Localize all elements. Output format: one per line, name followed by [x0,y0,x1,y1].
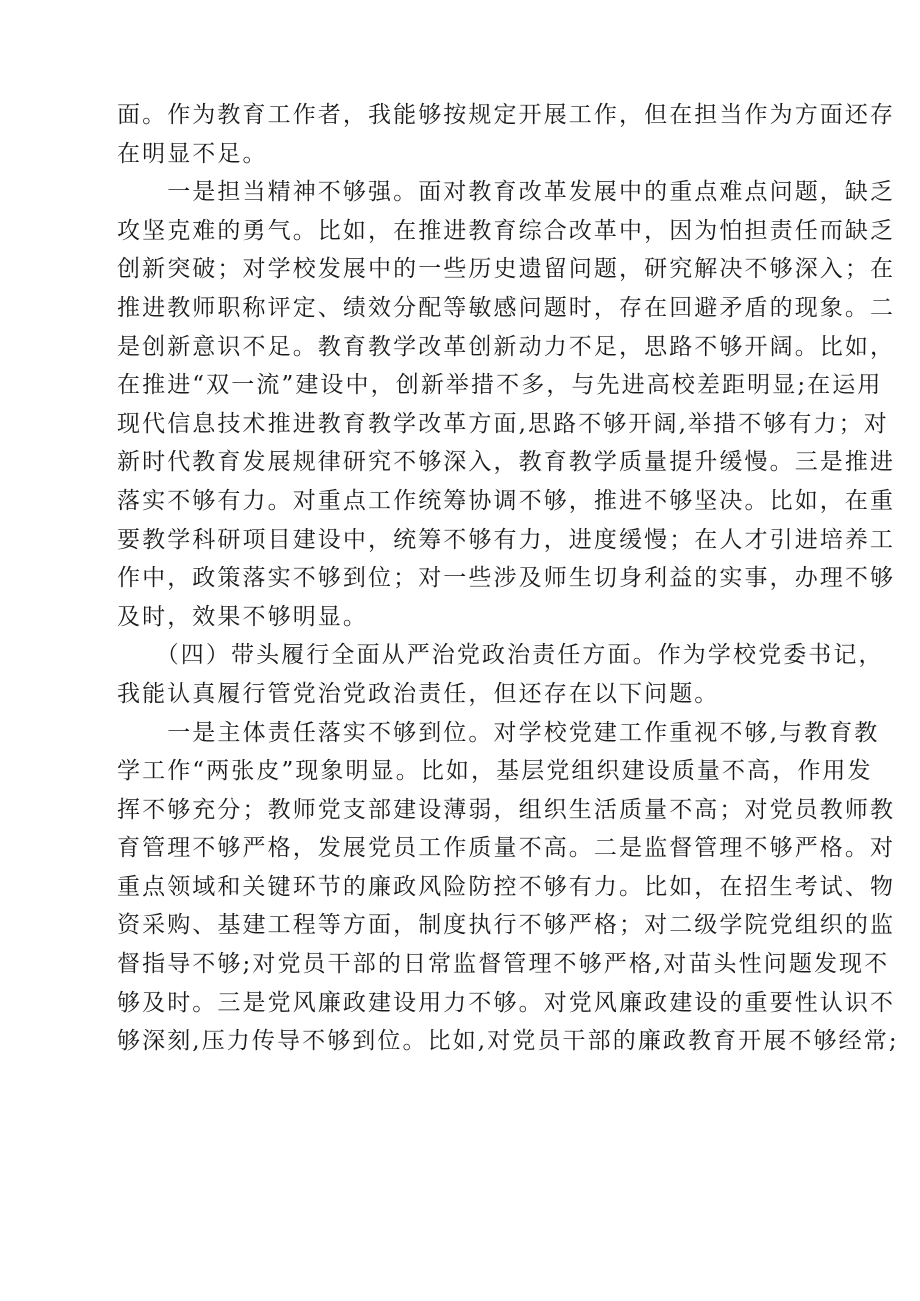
text-line: 督指导不够;对党员干部的日常监督管理不够严格,对苗头性问题发现不 [117,951,890,978]
text-line: 我能认真履行管党治党政治责任，但还存在以下问题。 [117,680,720,707]
paragraph-intro-tail [117,96,896,173]
text-line: 及时，效果不够明显。 [117,603,368,630]
text-line: 育管理不够严格，发展党员工作质量不高。二是监督管理不够严格。对 [117,835,896,862]
text-line: 够深刻,压力传导不够到位。比如,对党员干部的廉政教育开展不够经常; [117,1028,899,1055]
paragraph-responsibility-issues [117,173,896,636]
text-line: 在推进“双一流”建设中，创新举措不多，与先进高校差距明显;在运用 [117,372,883,399]
text-line: 挥不够充分；教师党支部建设薄弱，组织生活质量不高；对党员教师教 [117,796,896,823]
document-body [117,96,899,1061]
text-line: 是创新意识不足。教育教学改革创新动力不足，思路不够开阔。比如， [117,333,896,360]
text-line: 现代信息技术推进教育教学改革方面,思路不够开阔,举措不够有力；对 [117,410,889,437]
text-line: 面。作为教育工作者，我能够按规定开展工作，但在担当作为方面还存 [117,102,896,128]
text-line: 一是主体责任落实不够到位。对学校党建工作重视不够,与教育教 [117,719,880,746]
text-line: 推进教师职称评定、绩效分配等敏感问题时，存在回避矛盾的现象。二 [117,294,896,321]
text-line: 作中，政策落实不够到位；对一些涉及师生切身利益的实事，办理不够 [117,565,896,592]
text-line: 重点领域和关键环节的廉政风险防控不够有力。比如，在招生考试、物 [117,873,896,900]
text-line: 创新突破；对学校发展中的一些历史遗留问题，研究解决不够深入；在 [117,256,896,283]
text-line: 一是担当精神不够强。面对教育改革发展中的重点难点问题，缺乏 [117,179,896,206]
text-line: 在明显不足。 [117,140,268,167]
text-line: 够及时。三是党风廉政建设用力不够。对党风廉政建设的重要性认识不 [117,989,896,1016]
text-line: 资采购、基建工程等方面，制度执行不够严格；对二级学院党组织的监 [117,912,896,939]
text-line: 新时代教育发展规律研究不够深入，教育教学质量提升缓慢。三是推进 [117,449,896,476]
text-line: 学工作“两张皮”现象明显。比如，基层党组织建设质量不高，作用发 [117,758,873,785]
paragraph-section-four-heading [117,636,884,713]
text-line: 落实不够有力。对重点工作统筹协调不够，推进不够坚决。比如，在重 [117,487,896,514]
text-line: 要教学科研项目建设中，统筹不够有力，进度缓慢；在人才引进培养工 [117,526,896,553]
text-line: 攻坚克难的勇气。比如，在推进教育综合改革中，因为怕担责任而缺乏 [117,217,896,244]
paragraph-party-governance-issues [117,714,899,1061]
text-line: （四）带头履行全面从严治党政治责任方面。作为学校党委书记， [117,642,884,669]
